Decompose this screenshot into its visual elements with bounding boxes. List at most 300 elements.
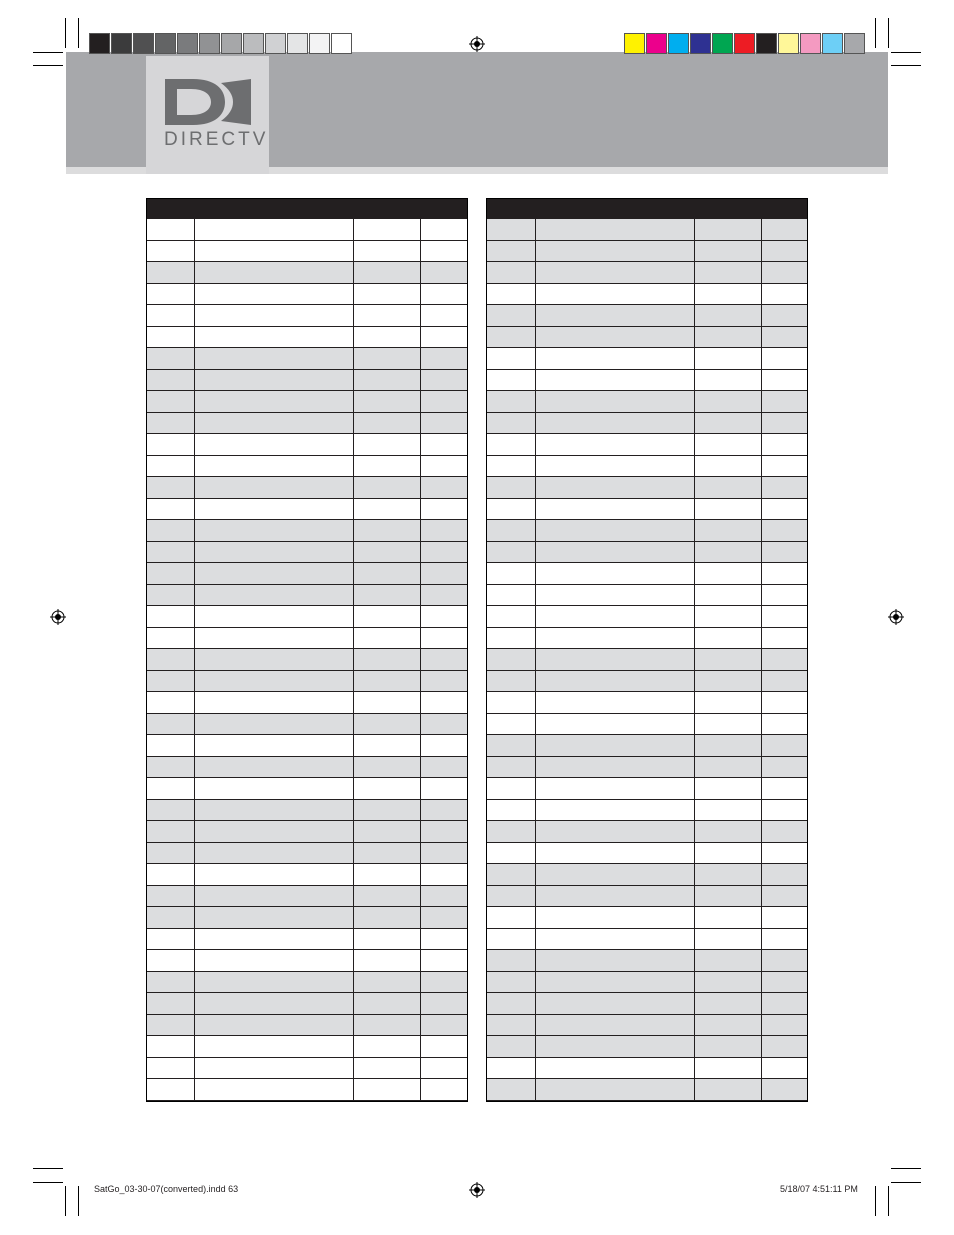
table-cell-divider	[761, 1036, 762, 1057]
table-row	[487, 1079, 807, 1101]
table-cell-divider	[420, 499, 421, 520]
table-cell-divider	[535, 413, 536, 434]
color-swatch	[822, 33, 843, 54]
table-cell-divider	[194, 456, 195, 477]
table-cell-divider	[694, 563, 695, 584]
table-header-bar	[147, 199, 467, 219]
table-cell-divider	[194, 628, 195, 649]
table-cell-divider	[420, 972, 421, 993]
table-cell-divider	[353, 1079, 354, 1100]
table-row	[147, 499, 467, 521]
table-cell-divider	[194, 821, 195, 842]
table-row	[487, 929, 807, 951]
table-cell-divider	[194, 778, 195, 799]
table-cell-divider	[420, 456, 421, 477]
table-cell-divider	[420, 800, 421, 821]
table-row	[147, 1058, 467, 1080]
table-cell-divider	[761, 714, 762, 735]
table-cell-divider	[535, 391, 536, 412]
table-cell-divider	[761, 305, 762, 326]
table-row	[147, 886, 467, 908]
table-cell-divider	[194, 800, 195, 821]
table-row	[147, 864, 467, 886]
table-cell-divider	[761, 864, 762, 885]
table-cell-divider	[535, 929, 536, 950]
table-cell-divider	[194, 671, 195, 692]
table-cell-divider	[761, 671, 762, 692]
table-cell-divider	[535, 950, 536, 971]
table-cell-divider	[420, 821, 421, 842]
table-row	[147, 563, 467, 585]
table-row	[487, 649, 807, 671]
channel-table-right	[486, 198, 808, 1102]
table-cell-divider	[353, 972, 354, 993]
table-cell-divider	[353, 778, 354, 799]
table-row	[147, 929, 467, 951]
table-cell-divider	[353, 262, 354, 283]
table-cell-divider	[353, 434, 354, 455]
table-row	[487, 262, 807, 284]
table-cell-divider	[194, 843, 195, 864]
table-row	[487, 327, 807, 349]
table-cell-divider	[535, 606, 536, 627]
table-cell-divider	[535, 241, 536, 262]
table-row	[147, 370, 467, 392]
color-swatch	[690, 33, 711, 54]
table-cell-divider	[353, 864, 354, 885]
table-cell-divider	[194, 692, 195, 713]
crop-mark-tr-h2	[891, 65, 921, 66]
table-row	[487, 219, 807, 241]
table-cell-divider	[194, 305, 195, 326]
table-cell-divider	[761, 542, 762, 563]
table-cell-divider	[761, 821, 762, 842]
table-row	[147, 800, 467, 822]
table-row	[487, 499, 807, 521]
table-cell-divider	[535, 262, 536, 283]
table-cell-divider	[535, 821, 536, 842]
table-cell-divider	[194, 864, 195, 885]
table-cell-divider	[353, 628, 354, 649]
table-row	[147, 1079, 467, 1101]
table-cell-divider	[353, 348, 354, 369]
table-cell-divider	[420, 649, 421, 670]
table-cell-divider	[420, 843, 421, 864]
table-cell-divider	[761, 456, 762, 477]
table-cell-divider	[420, 929, 421, 950]
table-row	[487, 821, 807, 843]
table-cell-divider	[353, 1015, 354, 1036]
crop-mark-bl-h	[33, 1168, 63, 1169]
table-cell-divider	[535, 1079, 536, 1100]
table-row	[147, 1015, 467, 1037]
table-cell-divider	[761, 391, 762, 412]
table-cell-divider	[694, 972, 695, 993]
table-cell-divider	[353, 499, 354, 520]
crop-mark-br-h2	[891, 1182, 921, 1183]
table-cell-divider	[694, 542, 695, 563]
table-cell-divider	[353, 843, 354, 864]
table-row	[147, 434, 467, 456]
table-row	[147, 735, 467, 757]
table-cell-divider	[535, 714, 536, 735]
table-row	[147, 391, 467, 413]
table-cell-divider	[194, 262, 195, 283]
table-cell-divider	[694, 843, 695, 864]
table-cell-divider	[694, 1015, 695, 1036]
table-cell-divider	[420, 413, 421, 434]
table-cell-divider	[420, 348, 421, 369]
table-row	[147, 305, 467, 327]
table-cell-divider	[194, 993, 195, 1014]
table-cell-divider	[761, 886, 762, 907]
table-row	[487, 886, 807, 908]
table-cell-divider	[535, 757, 536, 778]
table-header-bar	[487, 199, 807, 219]
table-cell-divider	[535, 886, 536, 907]
table-cell-divider	[353, 1036, 354, 1057]
table-cell-divider	[353, 241, 354, 262]
table-cell-divider	[694, 993, 695, 1014]
table-cell-divider	[761, 800, 762, 821]
table-cell-divider	[694, 1079, 695, 1100]
table-row	[487, 305, 807, 327]
table-cell-divider	[761, 843, 762, 864]
table-cell-divider	[194, 1015, 195, 1036]
table-cell-divider	[694, 585, 695, 606]
table-cell-divider	[420, 993, 421, 1014]
table-row	[487, 585, 807, 607]
table-row	[147, 907, 467, 929]
table-row	[487, 413, 807, 435]
logo-wordmark: DIRECTV	[164, 129, 269, 150]
table-cell-divider	[194, 1058, 195, 1079]
table-cell-divider	[535, 649, 536, 670]
gray-swatch	[111, 33, 132, 54]
table-cell-divider	[194, 477, 195, 498]
table-row	[487, 864, 807, 886]
table-row	[147, 649, 467, 671]
table-cell-divider	[353, 413, 354, 434]
table-cell-divider	[194, 499, 195, 520]
color-swatch	[668, 33, 689, 54]
table-cell-divider	[694, 499, 695, 520]
table-cell-divider	[761, 606, 762, 627]
table-cell-divider	[194, 649, 195, 670]
table-cell-divider	[194, 714, 195, 735]
table-cell-divider	[535, 520, 536, 541]
table-row	[487, 370, 807, 392]
table-cell-divider	[353, 391, 354, 412]
table-cell-divider	[194, 370, 195, 391]
table-row	[147, 520, 467, 542]
table-cell-divider	[535, 305, 536, 326]
table-cell-divider	[535, 327, 536, 348]
table-cell-divider	[535, 778, 536, 799]
table-row	[147, 219, 467, 241]
table-cell-divider	[353, 305, 354, 326]
table-row	[487, 778, 807, 800]
table-cell-divider	[694, 284, 695, 305]
table-row	[487, 542, 807, 564]
crop-mark-tr-h	[891, 52, 921, 53]
crop-mark-tr-v	[875, 18, 876, 48]
table-row	[487, 1036, 807, 1058]
table-cell-divider	[194, 219, 195, 240]
table-cell-divider	[194, 1079, 195, 1100]
table-row	[487, 520, 807, 542]
table-cell-divider	[420, 735, 421, 756]
table-row	[147, 671, 467, 693]
crop-mark-tl-h	[33, 52, 63, 53]
table-row	[147, 950, 467, 972]
crop-mark-br-v	[875, 1186, 876, 1216]
directv-logo-icon	[163, 77, 255, 127]
table-cell-divider	[194, 284, 195, 305]
table-cell-divider	[535, 456, 536, 477]
table-cell-divider	[535, 800, 536, 821]
table-cell-divider	[761, 348, 762, 369]
table-cell-divider	[420, 606, 421, 627]
table-row	[487, 692, 807, 714]
crop-mark-tl-v	[65, 18, 66, 48]
table-cell-divider	[761, 972, 762, 993]
table-cell-divider	[535, 864, 536, 885]
table-cell-divider	[761, 1058, 762, 1079]
gray-swatch	[177, 33, 198, 54]
table-row	[147, 714, 467, 736]
table-row	[487, 800, 807, 822]
table-cell-divider	[535, 219, 536, 240]
table-cell-divider	[694, 886, 695, 907]
crop-mark-bl-h2	[33, 1182, 63, 1183]
table-cell-divider	[694, 1036, 695, 1057]
table-cell-divider	[420, 1015, 421, 1036]
table-cell-divider	[761, 735, 762, 756]
table-cell-divider	[353, 800, 354, 821]
table-cell-divider	[761, 262, 762, 283]
table-row	[487, 671, 807, 693]
table-cell-divider	[420, 327, 421, 348]
table-cell-divider	[420, 477, 421, 498]
footer-timestamp: 5/18/07 4:51:11 PM	[780, 1184, 858, 1194]
table-row	[487, 348, 807, 370]
table-cell-divider	[353, 370, 354, 391]
table-row	[147, 757, 467, 779]
table-row	[487, 950, 807, 972]
color-swatch	[756, 33, 777, 54]
crop-mark-tl-h2	[33, 65, 63, 66]
table-cell-divider	[353, 456, 354, 477]
table-cell-divider	[761, 585, 762, 606]
table-cell-divider	[194, 886, 195, 907]
table-row	[487, 714, 807, 736]
table-cell-divider	[535, 907, 536, 928]
table-cell-divider	[194, 413, 195, 434]
table-row	[147, 1036, 467, 1058]
crop-mark-tr-v2	[888, 18, 889, 48]
table-cell-divider	[761, 219, 762, 240]
color-swatch	[778, 33, 799, 54]
table-row	[487, 391, 807, 413]
table-row	[487, 284, 807, 306]
table-cell-divider	[761, 370, 762, 391]
channel-table-left	[146, 198, 468, 1102]
table-cell-divider	[194, 434, 195, 455]
table-cell-divider	[694, 757, 695, 778]
table-cell-divider	[353, 542, 354, 563]
table-cell-divider	[761, 284, 762, 305]
table-cell-divider	[761, 1015, 762, 1036]
table-row	[147, 348, 467, 370]
table-cell-divider	[353, 563, 354, 584]
table-cell-divider	[694, 456, 695, 477]
table-row	[487, 628, 807, 650]
table-cell-divider	[535, 671, 536, 692]
table-cell-divider	[694, 327, 695, 348]
table-row	[147, 692, 467, 714]
table-row	[147, 456, 467, 478]
table-cell-divider	[194, 563, 195, 584]
table-cell-divider	[694, 907, 695, 928]
registration-mark-icon	[888, 609, 904, 625]
table-cell-divider	[761, 993, 762, 1014]
table-cell-divider	[420, 1036, 421, 1057]
gray-swatch	[265, 33, 286, 54]
table-row	[147, 972, 467, 994]
table-cell-divider	[353, 649, 354, 670]
table-cell-divider	[194, 907, 195, 928]
table-cell-divider	[761, 929, 762, 950]
table-cell-divider	[761, 950, 762, 971]
table-cell-divider	[694, 219, 695, 240]
gray-swatch	[243, 33, 264, 54]
table-cell-divider	[353, 671, 354, 692]
table-cell-divider	[694, 241, 695, 262]
color-swatch	[800, 33, 821, 54]
table-cell-divider	[194, 585, 195, 606]
table-cell-divider	[420, 778, 421, 799]
table-row	[487, 241, 807, 263]
table-cell-divider	[535, 735, 536, 756]
table-row	[147, 778, 467, 800]
table-cell-divider	[420, 241, 421, 262]
table-cell-divider	[535, 993, 536, 1014]
table-cell-divider	[194, 348, 195, 369]
table-cell-divider	[194, 606, 195, 627]
table-row	[487, 972, 807, 994]
registration-mark-icon	[50, 609, 66, 625]
table-cell-divider	[353, 692, 354, 713]
table-cell-divider	[420, 628, 421, 649]
table-cell-divider	[535, 284, 536, 305]
table-cell-divider	[194, 1036, 195, 1057]
table-cell-divider	[353, 606, 354, 627]
table-cell-divider	[353, 714, 354, 735]
table-row	[147, 628, 467, 650]
table-cell-divider	[194, 735, 195, 756]
table-cell-divider	[420, 284, 421, 305]
table-cell-divider	[194, 520, 195, 541]
table-cell-divider	[761, 413, 762, 434]
gray-swatch	[155, 33, 176, 54]
table-cell-divider	[535, 585, 536, 606]
table-cell-divider	[194, 391, 195, 412]
table-row	[147, 585, 467, 607]
table-cell-divider	[535, 972, 536, 993]
table-cell-divider	[694, 520, 695, 541]
table-cell-divider	[535, 692, 536, 713]
table-cell-divider	[535, 628, 536, 649]
table-cell-divider	[535, 563, 536, 584]
table-cell-divider	[694, 950, 695, 971]
crop-mark-br-v2	[888, 1186, 889, 1216]
table-row	[147, 327, 467, 349]
table-cell-divider	[353, 907, 354, 928]
gray-swatch	[309, 33, 330, 54]
table-cell-divider	[694, 929, 695, 950]
table-cell-divider	[694, 800, 695, 821]
table-cell-divider	[761, 757, 762, 778]
table-cell-divider	[694, 1058, 695, 1079]
color-swatch	[734, 33, 755, 54]
table-row	[487, 1058, 807, 1080]
table-cell-divider	[761, 649, 762, 670]
table-cell-divider	[694, 778, 695, 799]
table-cell-divider	[353, 585, 354, 606]
table-cell-divider	[535, 348, 536, 369]
table-cell-divider	[694, 370, 695, 391]
table-row	[487, 477, 807, 499]
table-cell-divider	[420, 757, 421, 778]
table-cell-divider	[353, 757, 354, 778]
table-cell-divider	[761, 434, 762, 455]
table-cell-divider	[420, 692, 421, 713]
registration-mark-icon	[469, 36, 485, 52]
footer-file-name: SatGo_03-30-07(converted).indd 63	[94, 1184, 239, 1194]
table-cell-divider	[761, 477, 762, 498]
table-cell-divider	[194, 241, 195, 262]
gray-swatch	[89, 33, 110, 54]
table-cell-divider	[694, 864, 695, 885]
table-row	[487, 1015, 807, 1037]
table-row	[487, 843, 807, 865]
table-cell-divider	[420, 391, 421, 412]
table-cell-divider	[420, 864, 421, 885]
gray-swatch	[287, 33, 308, 54]
table-cell-divider	[761, 778, 762, 799]
table-cell-divider	[694, 821, 695, 842]
table-cell-divider	[694, 606, 695, 627]
gray-swatch	[331, 33, 352, 54]
table-row	[147, 821, 467, 843]
table-cell-divider	[353, 284, 354, 305]
table-row	[487, 735, 807, 757]
table-cell-divider	[420, 563, 421, 584]
table-cell-divider	[694, 628, 695, 649]
table-cell-divider	[420, 907, 421, 928]
table-cell-divider	[694, 735, 695, 756]
table-row	[147, 284, 467, 306]
table-cell-divider	[535, 370, 536, 391]
table-cell-divider	[694, 391, 695, 412]
crop-mark-bl-v	[65, 1186, 66, 1216]
table-row	[147, 241, 467, 263]
table-cell-divider	[420, 370, 421, 391]
table-cell-divider	[535, 843, 536, 864]
table-row	[147, 542, 467, 564]
table-cell-divider	[761, 327, 762, 348]
